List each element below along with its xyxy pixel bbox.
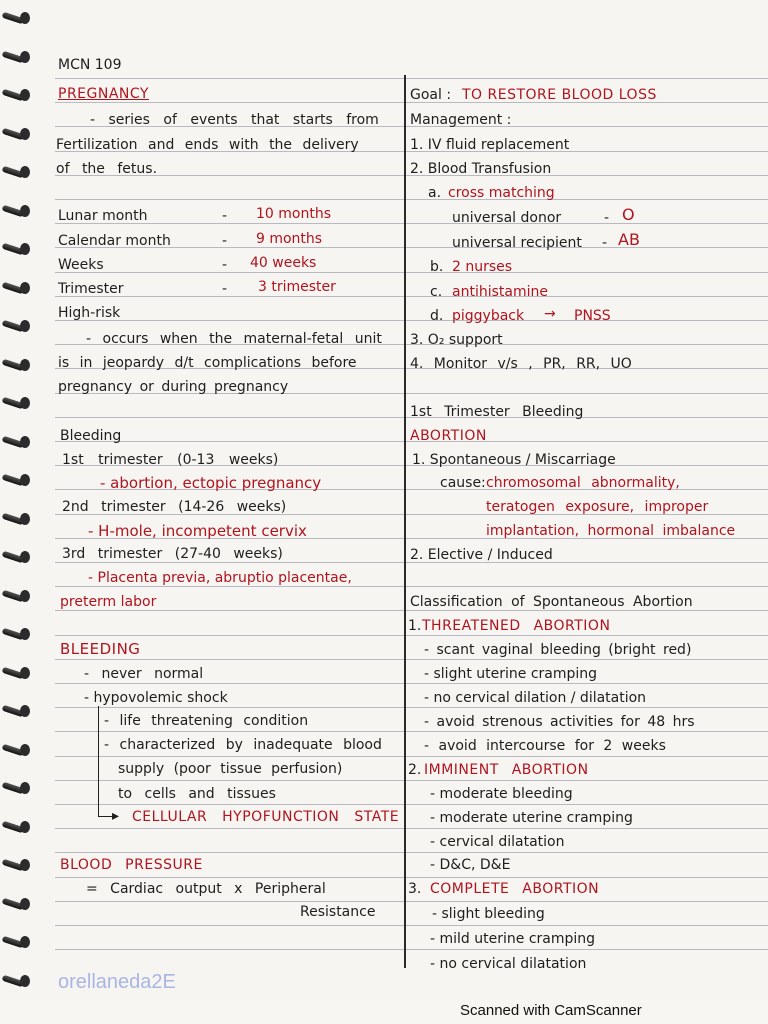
management-item: 3. O₂ support (410, 332, 503, 348)
threatened-item: - no cervical dilation / dilatation (424, 690, 647, 706)
spiral-ring (0, 513, 34, 525)
goal-value: TO RESTORE BLOOD LOSS (462, 87, 657, 103)
complete-title: COMPLETE ABORTION (430, 881, 600, 897)
trimester-label: 3rd trimester (27-40 weeks) (62, 546, 283, 562)
threatened-num: 1. (408, 618, 422, 634)
ruled-line (55, 199, 768, 200)
universal-recipient-dash: - (602, 235, 608, 251)
spontaneous-label: 1. Spontaneous / Miscarriage (412, 452, 616, 468)
blood-pressure-title: BLOOD PRESSURE (60, 857, 203, 873)
term-dash: - (222, 233, 228, 249)
spiral-ring (0, 705, 34, 717)
ruled-line (55, 683, 768, 684)
complete-item: - mild uterine cramping (430, 931, 596, 947)
ruled-line (55, 731, 768, 732)
spiral-ring (0, 166, 34, 178)
complete-num: 3. (408, 881, 422, 897)
ruled-line (55, 925, 768, 926)
arrow-right-icon: ▸ (112, 808, 120, 824)
piggyback: piggyback (452, 308, 525, 324)
spiral-ring (0, 898, 34, 910)
cross-matching: cross matching (448, 185, 555, 201)
sub-prefix: a. (428, 185, 442, 201)
spiral-ring (0, 243, 34, 255)
threatened-item: - scant vaginal bleeding (bright red) (424, 642, 692, 658)
bp-formula-cont: Resistance (300, 904, 376, 920)
elective-label: 2. Elective / Induced (410, 547, 553, 563)
spiral-ring (0, 397, 34, 409)
universal-donor-dash: - (604, 210, 610, 226)
cause-line: teratogen exposure, improper (486, 499, 709, 515)
classification-heading: Classification of Spontaneous Abortion (410, 594, 693, 610)
shock-item: - characterized by inadequate blood (104, 737, 382, 753)
term-label: Calendar month (58, 233, 171, 249)
imminent-title: IMMINENT ABORTION (424, 762, 589, 778)
imminent-num: 2. (408, 762, 422, 778)
ruled-line (55, 828, 768, 829)
spiral-ring (0, 205, 34, 217)
threatened-item: - avoid intercourse for 2 weeks (424, 738, 666, 754)
bp-formula: = Cardiac output x Peripheral (86, 881, 326, 897)
ruled-line (55, 296, 768, 297)
ruled-line (55, 635, 768, 636)
high-risk-def-line: is in jeopardy d/t complications before (58, 355, 357, 371)
universal-recipient-value: AB (618, 230, 640, 249)
threatened-title: THREATENED ABORTION (422, 618, 611, 634)
spiral-ring (0, 551, 34, 563)
management-item: 4. Monitor v/s , PR, RR, UO (410, 356, 632, 372)
ruled-line (55, 659, 768, 660)
course-code: MCN 109 (58, 57, 122, 73)
ruled-line (55, 901, 768, 902)
ruled-line (55, 756, 768, 757)
spiral-ring (0, 12, 34, 24)
hypovolemic-shock: - hypovolemic shock (84, 690, 228, 706)
sub-prefix: c. (430, 284, 443, 300)
trimester-label: 1st trimester (0-13 weeks) (62, 452, 279, 468)
imminent-item: - cervical dilatation (430, 834, 565, 850)
spiral-ring (0, 89, 34, 101)
pnss: PNSS (574, 308, 611, 324)
term-dash: - (222, 208, 228, 224)
shock-item: - life threatening condition (104, 713, 309, 729)
term-dash: - (222, 257, 228, 273)
cause-line: chromosomal abnormality, (486, 475, 680, 491)
universal-recipient-label: universal recipient (452, 235, 582, 251)
spiral-ring (0, 667, 34, 679)
spiral-ring (0, 128, 34, 140)
threatened-item: - slight uterine cramping (424, 666, 598, 682)
spiral-ring (0, 782, 34, 794)
spiral-ring (0, 590, 34, 602)
spiral-ring (0, 744, 34, 756)
trimester-causes: - Placenta previa, abruptio placentae, (88, 570, 352, 586)
high-risk-def-line: - occurs when the maternal-fetal unit (86, 331, 382, 347)
term-value: 10 months (256, 206, 331, 222)
shock-item: supply (poor tissue perfusion) (118, 761, 343, 777)
ruled-line (55, 320, 768, 321)
first-trimester-bleeding: 1st Trimester Bleeding (410, 404, 584, 420)
trimester-causes: - abortion, ectopic pregnancy (100, 474, 322, 492)
spiral-ring (0, 975, 34, 987)
cause-label: cause: (440, 475, 486, 491)
spiral-ring (0, 821, 34, 833)
arrow-right-icon: → (544, 306, 556, 322)
trimester-label: 2nd trimester (14-26 weeks) (62, 499, 287, 515)
shock-item: to cells and tissues (118, 786, 276, 802)
pregnancy-def-line: - series of events that starts from (90, 112, 379, 128)
spiral-ring (0, 359, 34, 371)
sub-prefix: b. (430, 259, 444, 275)
spiral-ring (0, 282, 34, 294)
spiral-ring (0, 51, 34, 63)
spiral-ring (0, 936, 34, 948)
threatened-item: - avoid strenous activities for 48 hrs (424, 714, 695, 730)
ruled-line (55, 852, 768, 853)
universal-donor-value: O (622, 205, 635, 224)
pregnancy-title: PREGNANCY (58, 86, 149, 102)
management-item: 1. IV fluid replacement (410, 137, 570, 153)
watermark: orellaneda2E (58, 971, 176, 993)
term-dash: - (222, 281, 228, 297)
spiral-ring (0, 320, 34, 332)
cellular-hypofunction: CELLULAR HYPOFUNCTION STATE (132, 809, 400, 825)
ruled-line (55, 804, 768, 805)
spiral-ring (0, 859, 34, 871)
term-label: Trimester (58, 281, 124, 297)
antihistamine: antihistamine (452, 284, 548, 300)
trimester-causes-cont: preterm labor (60, 594, 157, 610)
pregnancy-def-line: of the fetus. (56, 161, 158, 177)
ruled-line (55, 223, 768, 224)
sub-prefix: d. (430, 308, 444, 324)
abortion-title: ABORTION (410, 428, 487, 444)
complete-item: - slight bleeding (432, 906, 545, 922)
never-normal: - never normal (84, 666, 204, 682)
trimester-causes: - H-mole, incompetent cervix (88, 522, 307, 540)
column-divider (404, 75, 406, 968)
term-value: 3 trimester (258, 279, 336, 295)
ruled-line (55, 949, 768, 950)
term-value: 9 months (256, 231, 323, 247)
goal-label: Goal : (410, 87, 452, 103)
term-value: 40 weeks (250, 255, 317, 271)
imminent-item: - D&C, D&E (430, 857, 511, 873)
ruled-line (55, 78, 768, 79)
imminent-item: - moderate uterine cramping (430, 810, 633, 826)
management-label: Management : (410, 112, 512, 128)
spiral-ring (0, 628, 34, 640)
universal-donor-label: universal donor (452, 210, 562, 226)
cause-line: implantation, hormonal imbalance (486, 523, 736, 539)
two-nurses: 2 nurses (452, 259, 513, 275)
spiral-ring (0, 436, 34, 448)
ruled-line (55, 272, 768, 273)
high-risk-label: High-risk (58, 305, 121, 321)
spiral-ring (0, 474, 34, 486)
ruled-line (55, 877, 768, 878)
bleeding-title: BLEEDING (60, 640, 141, 658)
ruled-line (55, 780, 768, 781)
high-risk-def-line: pregnancy or during pregnancy (58, 379, 289, 395)
complete-item: - no cervical dilatation (430, 956, 587, 972)
bleeding-label: Bleeding (60, 428, 122, 444)
management-item: 2. Blood Transfusion (410, 161, 552, 177)
ruled-line (55, 707, 768, 708)
term-label: Weeks (58, 257, 104, 273)
pregnancy-def-line: Fertilization and ends with the delivery (56, 137, 359, 153)
term-label: Lunar month (58, 208, 148, 224)
scanner-footer: Scanned with CamScanner (460, 1002, 642, 1019)
imminent-item: - moderate bleeding (430, 786, 573, 802)
